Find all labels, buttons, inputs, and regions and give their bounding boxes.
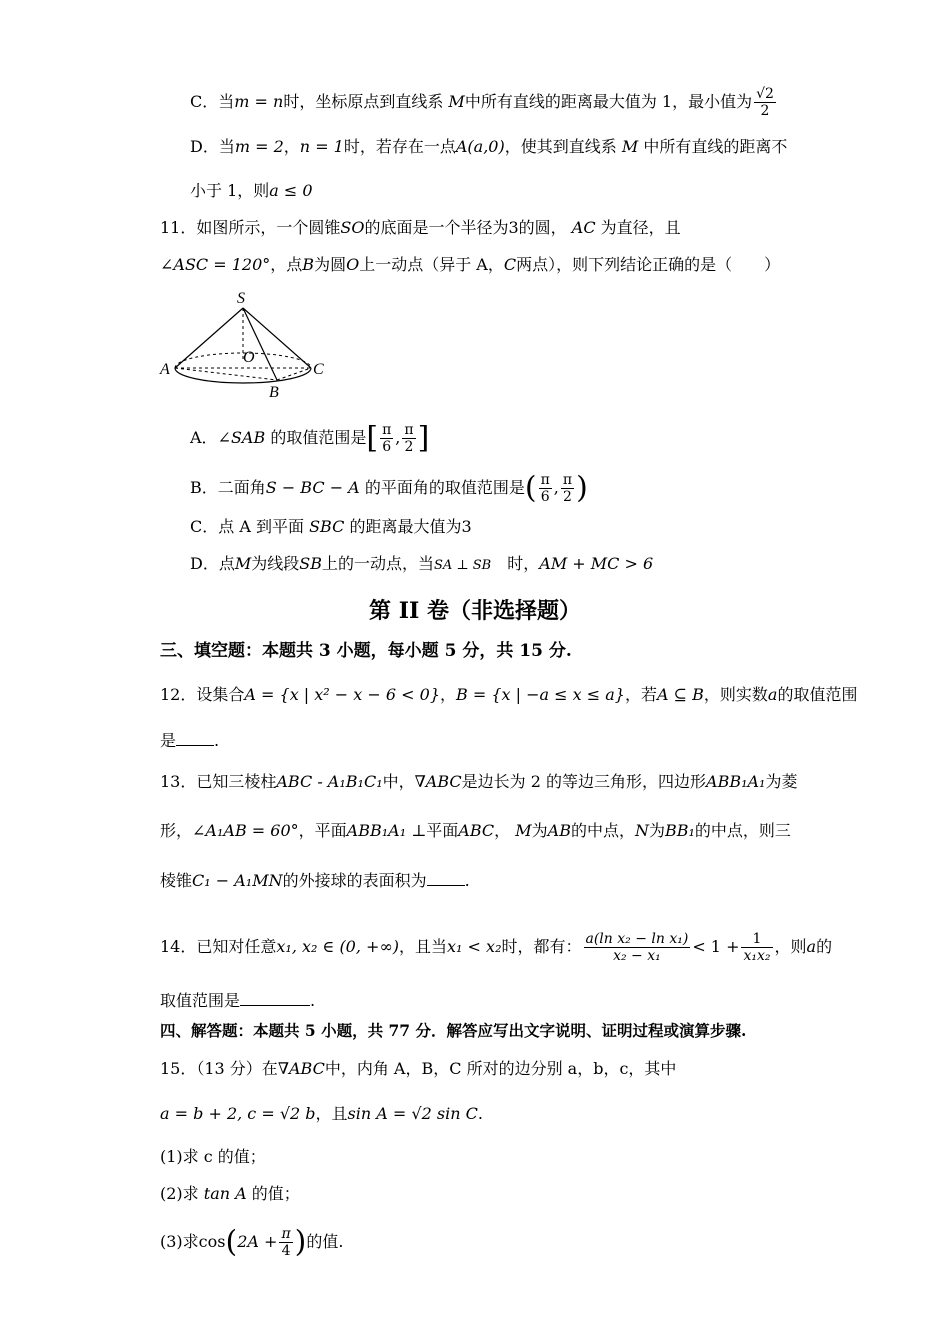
text: , — [553, 478, 559, 497]
text: ，使其到直线系 — [504, 137, 617, 156]
text: , — [395, 428, 401, 447]
math: cos — [198, 1232, 226, 1251]
label-C: C — [313, 361, 324, 378]
math: a ≤ 0 — [269, 181, 313, 200]
text: ，平面 — [298, 821, 347, 840]
math: M — [234, 554, 252, 573]
fraction — [402, 422, 415, 455]
q10-option-c — [190, 86, 778, 119]
math: B = {x | −a ≤ x ≤ a} — [456, 685, 625, 704]
edge-SB — [243, 308, 277, 380]
text: 15．（13 分）在 — [160, 1059, 278, 1078]
math: C₁ − A₁MN — [192, 871, 283, 890]
text: ， — [283, 137, 300, 156]
q11-option-a — [190, 422, 429, 455]
math: sin A = √2 sin C — [347, 1104, 478, 1123]
text: B．二面角 — [190, 478, 266, 497]
q10-option-d-line1 — [190, 136, 787, 158]
text: (1)求 c 的值； — [160, 1147, 266, 1166]
q15-part2 — [160, 1183, 300, 1205]
math: A = {x | x² − x − 6 < 0} — [244, 685, 441, 704]
math: x₁, x₂ ∈ (0, +∞) — [276, 937, 400, 956]
text: 中所有直线的距离最大值为 1，最小值为 — [464, 92, 753, 111]
math: ∠SAB — [217, 428, 266, 447]
math: SBC — [309, 517, 345, 536]
fraction — [539, 472, 552, 505]
q13-line1 — [160, 771, 797, 793]
bracket: ) — [576, 470, 588, 506]
text: 时，若存在一点 — [343, 137, 456, 156]
numerator: π — [562, 472, 573, 488]
math: 2A + — [237, 1232, 278, 1251]
q15-part1 — [160, 1146, 266, 1168]
math: B — [302, 255, 315, 274]
fraction — [279, 1226, 292, 1259]
numerator: π — [281, 1226, 291, 1242]
text: ，且当 — [399, 937, 448, 956]
cone-figure — [155, 288, 335, 403]
text: (3)求 — [160, 1232, 199, 1251]
text: 时，坐标原点到直线系 — [283, 92, 444, 111]
math: ABB₁A₁ — [706, 772, 766, 791]
q10-option-d-line2 — [190, 180, 313, 202]
q15-part3 — [160, 1226, 343, 1259]
q11-option-b — [190, 472, 588, 505]
text: ，点 — [270, 255, 303, 274]
numerator: π — [404, 422, 414, 438]
math: SA ⊥ SB — [433, 558, 492, 573]
text: 取值范围是 — [160, 991, 241, 1010]
q11-line1 — [160, 217, 681, 239]
text: 为直径，且 — [600, 218, 681, 237]
math: x₁ < x₂ — [447, 937, 502, 956]
text: 的值. — [306, 1232, 344, 1251]
label-B: B — [269, 384, 279, 401]
text: 小于 1，则 — [190, 181, 270, 200]
q12-line2 — [160, 730, 219, 752]
section-title: 第 II 卷（非选择题） — [369, 598, 581, 624]
text: 的中点， — [570, 821, 635, 840]
denominator: 2 — [404, 439, 414, 455]
q13-line3 — [160, 870, 470, 892]
math: ∇ABC — [414, 772, 462, 791]
math: ABB₁A₁ ⊥ — [346, 821, 427, 840]
text: 12．设集合 — [160, 685, 245, 704]
text: 为线段 — [251, 554, 300, 573]
text: 的距离最大值为 — [349, 517, 462, 536]
math: ∠ASC = 120° — [160, 255, 271, 274]
fraction — [561, 472, 574, 505]
math: SO — [340, 218, 365, 237]
text: ， — [440, 685, 457, 704]
text: . — [464, 871, 470, 890]
text: ，则实数 — [703, 685, 768, 704]
fraction — [584, 931, 691, 964]
q13-line2 — [160, 820, 791, 842]
text: . — [214, 731, 220, 750]
math: m = n — [234, 92, 284, 111]
text: 是边长为 2 的等边三角形，四边形 — [461, 772, 707, 791]
q14-line2 — [160, 990, 315, 1012]
math: C — [503, 255, 517, 274]
math: ∠A₁AB = 60° — [192, 821, 299, 840]
text: 为 — [531, 821, 548, 840]
denominator: 6 — [540, 489, 550, 505]
math: m = 2 — [234, 137, 284, 156]
math: BB₁ — [664, 821, 695, 840]
text: ， — [494, 821, 511, 840]
text: 为圆 — [314, 255, 347, 274]
numerator: π — [382, 422, 392, 438]
bracket: ( — [225, 1224, 238, 1260]
edge-SA — [175, 308, 243, 368]
text: 中， — [382, 772, 415, 791]
math: tan A — [203, 1184, 247, 1203]
q11-line2 — [160, 254, 780, 276]
q15-line2 — [160, 1103, 483, 1125]
bracket: ] — [417, 420, 430, 456]
answer-blank[interactable] — [240, 1005, 310, 1006]
text: D．点 — [190, 554, 235, 573]
math: ∇ABC — [277, 1059, 325, 1078]
text: C．点 A 到平面 — [190, 517, 304, 536]
text: (2)求 — [160, 1184, 199, 1203]
math: 3 — [508, 218, 519, 237]
bracket: ) — [294, 1224, 307, 1260]
math: ABC - A₁B₁C₁ — [276, 772, 383, 791]
math: a — [806, 937, 817, 956]
answer-blank[interactable] — [427, 885, 465, 886]
text: 时， — [507, 554, 540, 573]
text: 两点），则下列结论正确的是（ ） — [516, 255, 781, 274]
answer-blank[interactable] — [176, 745, 214, 746]
math: SB — [299, 554, 322, 573]
text: . — [310, 991, 316, 1010]
math: < 1 + — [692, 937, 740, 956]
q14-line1 — [160, 931, 832, 964]
fraction — [754, 86, 776, 119]
segment-AB — [175, 368, 277, 380]
math: A ⊆ B — [657, 685, 704, 704]
text: 的外接球的表面积为 — [282, 871, 427, 890]
text: 14．已知对任意 — [160, 937, 277, 956]
text: 的 — [816, 937, 833, 956]
text: 为 — [648, 821, 665, 840]
numerator: 1 — [741, 931, 772, 948]
text: 的底面是一个半径为 — [364, 218, 509, 237]
text: ，则 — [774, 937, 807, 956]
math: AB — [547, 821, 571, 840]
text: 的值； — [251, 1184, 300, 1203]
q11-option-d — [190, 553, 653, 577]
denominator: 6 — [382, 439, 392, 455]
text: C．当 — [190, 92, 235, 111]
part4-heading: 四、解答题：本题共 5 小题，共 77 分．解答应写出文字说明、证明过程或演算步骤. — [160, 1021, 747, 1040]
math: n = 1 — [299, 137, 344, 156]
bracket: ( — [524, 470, 537, 506]
math: A(a,0) — [455, 137, 505, 156]
math: AC — [571, 218, 596, 237]
q15-line1 — [160, 1058, 676, 1080]
math: N — [634, 821, 649, 840]
text: ，且 — [315, 1104, 348, 1123]
text: 的中点，则三 — [694, 821, 791, 840]
text: 上一动点（异于 A， — [359, 255, 504, 274]
label-O: O — [243, 349, 255, 366]
text: 中所有直线的距离不 — [643, 137, 788, 156]
text: 上的一动点，当 — [321, 554, 434, 573]
text: 平面 — [426, 821, 459, 840]
label-S: S — [237, 290, 245, 307]
math: a = b + 2, c = √2 b — [160, 1104, 316, 1123]
q11-option-c — [190, 516, 472, 538]
denominator: x₂ − x₁ — [613, 948, 661, 964]
math: 3 — [461, 517, 472, 536]
math: M — [621, 137, 639, 156]
denominator: 2 — [563, 489, 572, 505]
math: a — [767, 685, 778, 704]
numerator: a(ln x₂ − ln x₁) — [585, 931, 689, 947]
math: ABC — [458, 821, 495, 840]
math: M — [448, 92, 465, 111]
part3-heading: 三、填空题：本题共 3 小题，每小题 5 分，共 15 分. — [160, 641, 572, 661]
text: 是 — [160, 731, 177, 750]
denominator: x₁x₂ — [743, 948, 771, 964]
text: 棱锥 — [160, 871, 193, 890]
text: 的取值范围 — [777, 685, 858, 704]
text: A． — [190, 428, 218, 447]
text: 时，都有： — [501, 937, 582, 956]
fraction — [741, 931, 772, 964]
denominator: 2 — [760, 103, 770, 119]
text: 11．如图所示，一个圆锥 — [160, 218, 341, 237]
text: 为菱 — [765, 772, 798, 791]
denominator: 4 — [281, 1243, 291, 1259]
text: ，若 — [624, 685, 657, 704]
text: . — [477, 1104, 483, 1123]
text: 形， — [160, 821, 193, 840]
q12-line1 — [160, 684, 857, 706]
text: 的平面角的取值范围是 — [364, 478, 525, 497]
numerator: π — [540, 472, 550, 488]
text: 的圆， — [518, 218, 567, 237]
text: 的取值范围是 — [270, 428, 367, 447]
math: AM + MC > 6 — [539, 554, 654, 573]
fraction — [380, 422, 393, 455]
text: 中，内角 A，B，C 所对的边分别 a，b，c，其中 — [324, 1059, 677, 1078]
bracket: [ — [366, 420, 379, 456]
math: O — [346, 255, 360, 274]
math: M — [515, 821, 532, 840]
math: S − BC − A — [265, 478, 360, 497]
text: D．当 — [190, 137, 235, 156]
text: 13．已知三棱柱 — [160, 772, 277, 791]
label-A: A — [160, 361, 170, 378]
numerator: √2 — [756, 86, 774, 102]
